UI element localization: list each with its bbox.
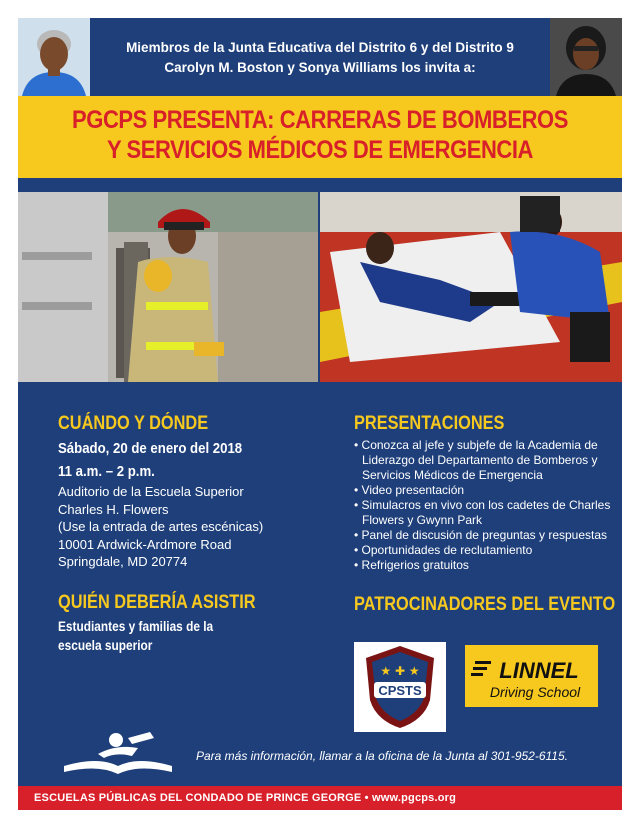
emt-training-photo: [320, 192, 622, 382]
cpsts-label: CPSTS: [378, 683, 422, 698]
linnel-subtitle: Driving School: [489, 684, 581, 700]
firefighter-photo: [18, 192, 318, 382]
when-where-heading: CUÁNDO Y DÓNDE: [58, 413, 209, 434]
invitation-text: [98, 38, 542, 78]
portrait-sonya-williams: [550, 18, 622, 96]
event-time: 11 a.m. – 2 p.m.: [58, 463, 155, 480]
address-line: Auditorio de la Escuela Superior: [58, 484, 244, 499]
event-title: [18, 96, 622, 178]
venue-address: [58, 483, 318, 571]
address-line: 10001 Ardwick-Ardmore Road: [58, 536, 232, 552]
title-line-2: Y SERVICIOS MÉDICOS DE EMERGENCIA: [107, 136, 533, 164]
header: [18, 18, 622, 96]
address-line: Springdale, MD 20774: [58, 554, 188, 569]
flyer: [18, 18, 622, 810]
address-line: (Use la entrada de artes escénicas): [58, 519, 264, 534]
invite-line-2: Carolyn M. Boston y Sonya Williams los invita a:: [164, 60, 476, 75]
address-line: Charles H. Flowers: [58, 501, 169, 517]
list-item: • Refrigerios gratuitos: [354, 558, 614, 573]
event-date: Sábado, 20 de enero del 2018: [58, 440, 243, 457]
pgcps-logo-icon: [58, 726, 178, 786]
list-item: • Simulacros en vivo con los cadetes de Charles Flowers y Gwynn Park: [354, 498, 614, 528]
linnel-logo: [465, 645, 598, 707]
who-heading: QUIÉN DEBERÍA ASISTIR: [58, 591, 256, 613]
invite-line-1: Miembros de la Junta Educativa del Distrito 6 y del Distrito 9: [126, 40, 514, 55]
audience-line-1: Estudiantes y familias de la: [58, 618, 214, 634]
cpsts-logo: [354, 642, 446, 732]
audience-line-2: escuela superior: [58, 637, 153, 653]
list-item: • Panel de discusión de preguntas y respuestas: [354, 528, 614, 543]
when-where-section: [58, 412, 318, 655]
svg-text:★ ✚ ★: ★ ✚ ★: [380, 664, 420, 678]
portrait-carolyn-boston: [18, 18, 90, 96]
list-item: • Conozca al jefe y subjefe de la Academia de Liderazgo del Departamento de Bomberos y Servicios Médicos de Emergencia: [354, 438, 614, 483]
title-line-1: PGCPS PRESENTA: CARRERAS DE BOMBEROS: [72, 106, 568, 134]
sponsors-heading: PATROCINADORES DEL EVENTO: [354, 594, 616, 615]
presentations-list: [354, 438, 614, 573]
presentations-heading: PRESENTACIONES: [354, 413, 505, 434]
list-item: • Video presentación: [354, 483, 614, 498]
linnel-name: LINNEL: [499, 658, 579, 683]
list-item: • Oportunidades de reclutamiento: [354, 543, 614, 558]
footer-bar: ESCUELAS PÚBLICAS DEL CONDADO DE PRINCE GEORGE • www.pgcps.org: [18, 786, 622, 810]
presentations-section: [354, 412, 614, 617]
contact-info: Para más información, llamar a la oficina de la Junta al 301-952-6115.: [196, 749, 568, 763]
photo-strip: [18, 178, 622, 396]
